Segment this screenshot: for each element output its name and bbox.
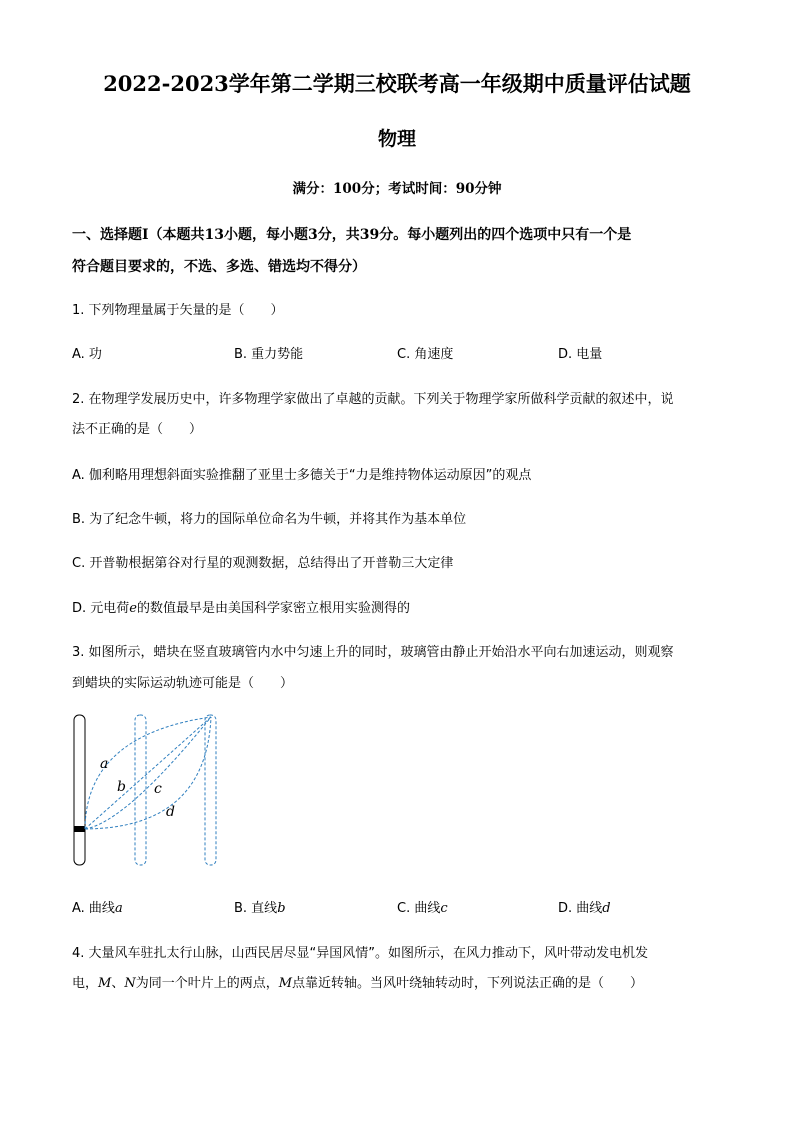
q4-stem2-a: 电， (72, 976, 99, 991)
section-heading-line1: 一、选择题Ⅰ（本题共13小题，每小题3分，共39分。每小题列出的四个选项中只有一个是 (72, 227, 632, 243)
q3-option-c (397, 897, 448, 916)
q2-stem-line2: 法不正确的是（ ） (72, 422, 203, 437)
q2-option-d-post: 的数值最早是由美国科学家密立根用实验测得的 (136, 601, 410, 616)
q3-option-b-var: b (277, 901, 286, 916)
q1-option-a: A. 功 (72, 347, 102, 362)
q4-point-n: N (124, 976, 136, 991)
q3-option-d-var: d (602, 901, 611, 916)
q4-stem2-d: 点靠近转轴。当风叶绕轴转动时，下列说法正确的是（ ） (292, 976, 644, 991)
q3-stem-line2: 到蜡块的实际运动轨迹可能是（ ） (72, 676, 294, 691)
q1-option-b: B. 重力势能 (234, 347, 304, 362)
tube-position-right (205, 715, 216, 865)
q4-point-m-2: M (278, 976, 293, 991)
q4-stem-line2 (72, 972, 643, 991)
q4-stem-line1: 4. 大量风车驻扎太行山脉，山西民居尽显“异国风情”。如图所示，在风力推动下，风叶带动发电机发 (72, 946, 649, 961)
q1-option-c: C. 角速度 (397, 347, 454, 362)
q1-stem: 1. 下列物理量属于矢量的是（ ） (72, 303, 284, 318)
label-d: d (166, 804, 175, 820)
q3-figure (66, 710, 236, 870)
section-heading (72, 219, 726, 283)
q3-option-c-var: c (440, 901, 448, 916)
q2-option-a: A. 伽利略用理想斜面实验推翻了亚里士多德关于“力是维持物体运动原因”的观点 (72, 468, 532, 483)
q3-option-a-pre: A. 曲线 (72, 901, 115, 916)
q2-option-c: C. 开普勒根据第谷对行星的观测数据，总结得出了开普勒三大定律 (72, 556, 454, 571)
q2-stem-line1: 2. 在物理学发展历史中，许多物理学家做出了卓越的贡献。下列关于物理学家所做科学贡献的叙述中，说 (72, 392, 674, 407)
q3-option-c-pre: C. 曲线 (397, 901, 441, 916)
q3-option-d (558, 897, 611, 916)
q3-option-b (234, 897, 286, 916)
q3-option-a (72, 897, 123, 916)
exam-title: 2022-2023学年第二学期三校联考高一年级期中质量评估试题 (103, 71, 691, 96)
q1-option-d: D. 电量 (558, 347, 603, 362)
q3-option-d-pre: D. 曲线 (558, 901, 603, 916)
q2-option-d-var: e (129, 601, 137, 616)
q2-option-d-pre: D. 元电荷 (72, 601, 130, 616)
q3-option-b-pre: B. 直线 (234, 901, 278, 916)
section-heading-line2: 符合题目要求的，不选、多选、错选均不得分） (72, 259, 366, 275)
wax-block (74, 826, 85, 832)
label-b: b (117, 779, 126, 795)
q4-stem2-b: 、 (111, 976, 125, 991)
q4-point-m: M (98, 976, 112, 991)
q4-stem2-c: 为同一个叶片上的两点， (135, 976, 279, 991)
q3-stem-line1: 3. 如图所示，蜡块在竖直玻璃管内水中匀速上升的同时，玻璃管由静止开始沿水平向右加速运动，则观察 (72, 645, 674, 660)
exam-subject: 物理 (377, 128, 416, 150)
q2-option-d (72, 597, 410, 616)
q2-option-b: B. 为了纪念牛顿，将力的国际单位命名为牛顿，并将其作为基本单位 (72, 512, 467, 527)
q3-option-a-var: a (114, 901, 123, 916)
glass-tube (74, 715, 85, 865)
label-a: a (100, 756, 109, 772)
exam-meta: 满分：100分；考试时间：90分钟 (292, 181, 502, 197)
label-c: c (154, 781, 162, 797)
